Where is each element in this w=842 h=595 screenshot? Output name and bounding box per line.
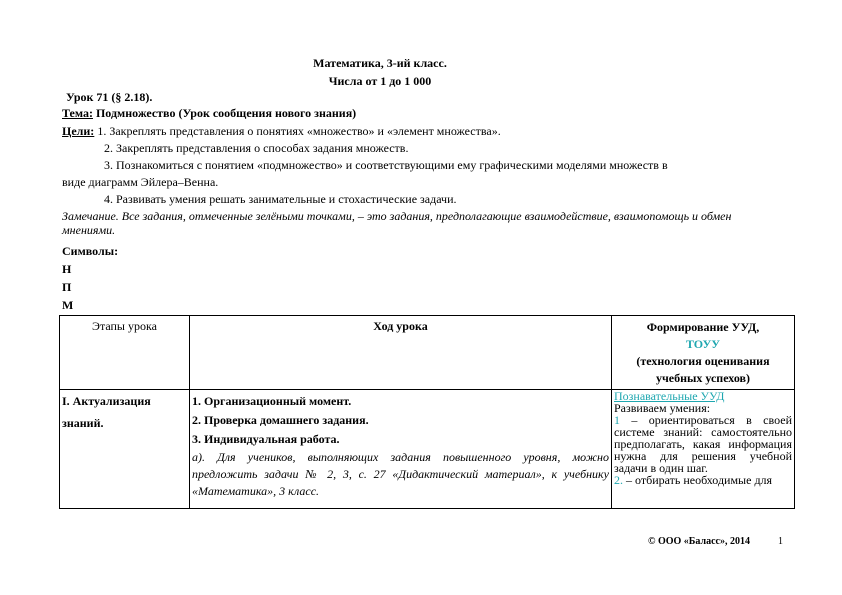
- symbol-m: М: [62, 298, 74, 312]
- task-a: а). Для учеников, выполняющих задания повышенного уровня, можно предложить задачи № 2, 3, с. 27 «Дидактический материал», к учебнику «Математика», 3 класс.: [192, 450, 609, 498]
- header-uud-title: Формирование УУД,: [646, 320, 760, 334]
- course-cell: [190, 390, 612, 509]
- uud-item-1-text: – ориентироваться в своей системе знаний: самостоятельно предполагать, какая информация нужна для решения учебной задачи в один шаг.: [614, 413, 792, 475]
- step-homework: 2. Проверка домашнего задания.: [192, 413, 369, 427]
- goal-4: 4. Развивать умения решать занимательные и стохастические задачи.: [104, 192, 457, 206]
- footer-copyright: © ООО «Баласс», 2014: [648, 536, 750, 547]
- goal-3a: 3. Познакомиться с понятием «подмножество» и соответствующими ему графическими моделями множеств в: [104, 158, 668, 172]
- uud-intro: Развиваем умения:: [614, 401, 711, 415]
- table-header-row: [60, 316, 795, 390]
- uud-heading: Познавательные УУД: [614, 389, 725, 403]
- subject-title: Математика, 3-ий класс.: [313, 56, 447, 70]
- theme-label: Тема:: [62, 106, 93, 120]
- lesson-table: [59, 315, 795, 509]
- symbols-label: Символы:: [62, 244, 119, 258]
- theme-value: Подмножество (Урок сообщения нового знания): [92, 106, 357, 120]
- table-row: [60, 390, 795, 509]
- uud-item-2: [614, 474, 792, 486]
- page-number: 1: [778, 536, 783, 547]
- uud-cell: [612, 390, 795, 509]
- uud-item-1-num: 1: [614, 413, 620, 427]
- uud-item-1: [614, 414, 792, 474]
- uud-item-2-num: 2.: [614, 473, 623, 487]
- topic-range-title: Числа от 1 до 1 000: [328, 74, 432, 88]
- goal-1: 1. Закреплять представления о понятиях «множество» и «элемент множества».: [94, 124, 501, 138]
- lesson-goals: [62, 124, 501, 139]
- goal-2: 2. Закреплять представления о способах задания множеств.: [104, 141, 409, 155]
- lesson-number: Урок 71 (§ 2.18).: [66, 90, 153, 104]
- step-organization: 1. Организационный момент.: [192, 394, 352, 408]
- header-uud-touu: ТОУУ: [685, 337, 721, 351]
- header-uud: [612, 316, 795, 390]
- header-course: Ход урока: [190, 316, 612, 390]
- symbol-n: Н: [62, 262, 72, 276]
- lesson-note: Замечание. Все задания, отмеченные зелёными точками, – это задания, предполагающие взаимодействие, взаимопомощь и обмен мнениями.: [62, 209, 732, 237]
- uud-item-2-text: – отбирать необходимые для: [623, 473, 773, 487]
- goal-3b: виде диаграмм Эйлера–Венна.: [62, 175, 219, 189]
- lesson-theme: [62, 106, 356, 121]
- header-uud-desc: (технология оценивания учебных успехов): [636, 354, 770, 385]
- goals-label: Цели:: [62, 124, 95, 138]
- step-individual-work: 3. Индивидуальная работа.: [192, 432, 340, 446]
- stage-cell: I. Актуализация знаний.: [60, 390, 190, 509]
- symbol-p: П: [62, 280, 72, 294]
- header-stages: Этапы урока: [60, 316, 190, 390]
